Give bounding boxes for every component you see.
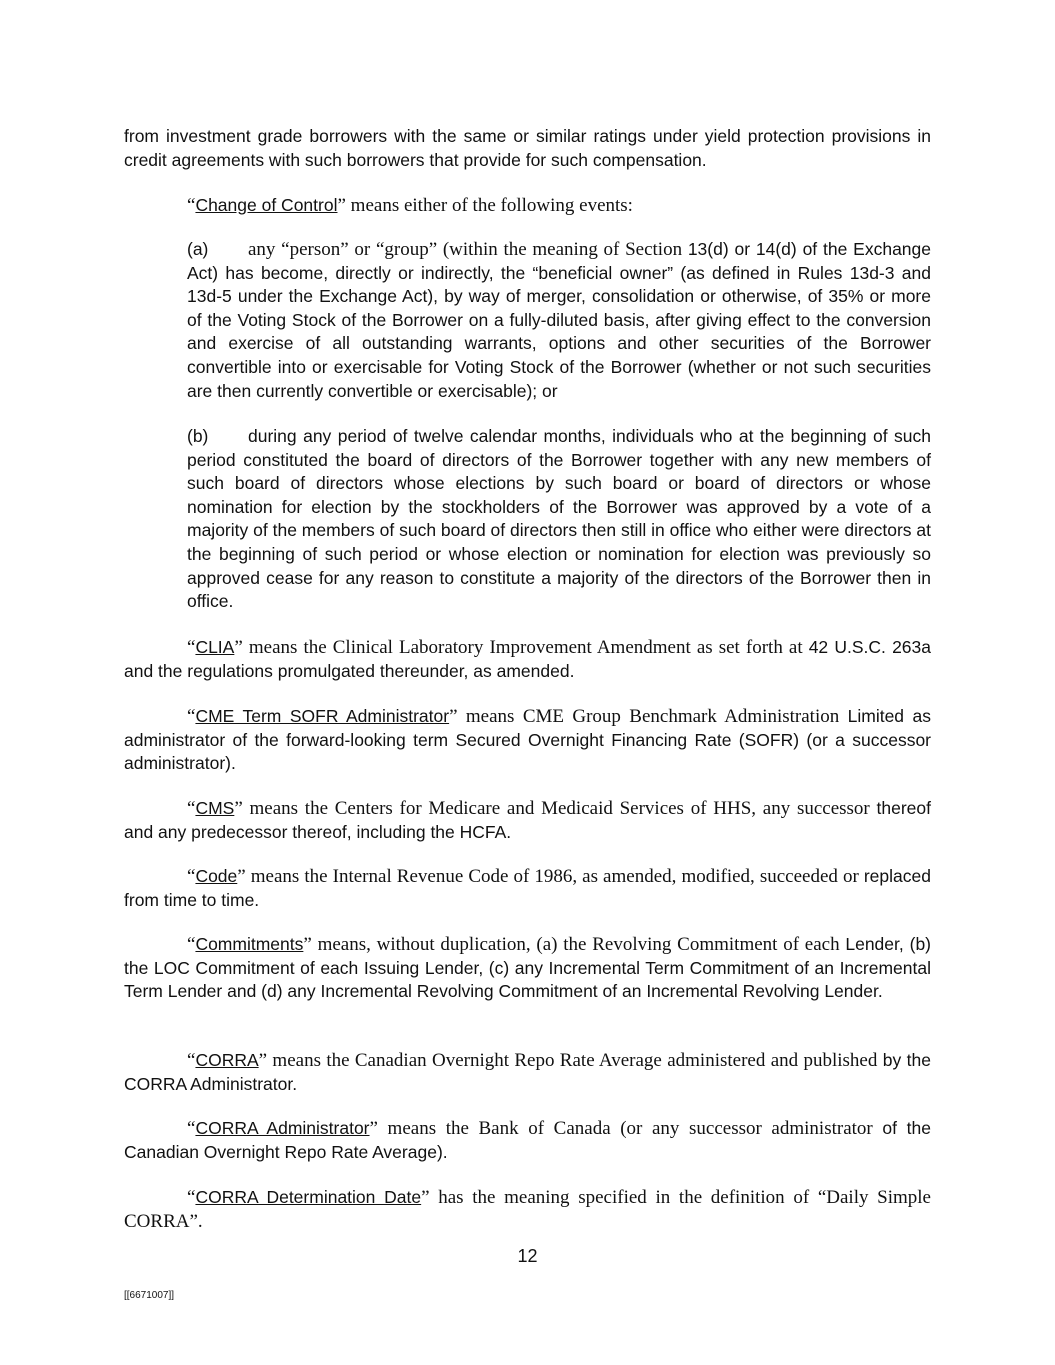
close-quote: ” [237,866,246,887]
defined-term: CORRA Administrator [195,1118,370,1138]
clause-label: (a) [187,239,209,259]
open-quote: “ [187,934,196,955]
definition-cme [124,705,931,776]
definition-text: means, without duplication, (a) the Revolving Commitment of each [311,934,846,955]
definition-text-cont: thereof and any predecessor thereof, including the HCFA. [124,798,931,842]
definition-text: has the meaning specified in the definition of “Daily Simple CORRA”. [124,1187,931,1232]
close-quote: ” [303,934,312,955]
defined-term: CME Term SOFR Administrator [195,706,450,726]
definition-corra [124,1049,931,1096]
clause-text: during any period of twelve calendar months, individuals who at the beginning of such period constituted the board of directors of the Borrower together with any new members of such board of directors whose elections by such board or board of directors or whose nomination for election by the stockholders of the Borrower was approved by a vote of a majority of the members of such board of directors then still in office who either were directors at the beginning of such period or whose election or nomination for election was previously so approved cease for any reason to constitute a majority of the directors of the Borrower then in office. [187,426,931,612]
clause-text: 13(d) or 14(d) of the Exchange Act) has become, directly or indirectly, the “beneficial owner” (as defined in Rules 13d-3 and 13d-5 under the Exchange Act), by way of merger, consolidation or otherwise, of 35% or more of the Voting Stock of the Borrower on a fully-diluted basis, after giving effect to the conversion and exercise of all outstanding warrants, options and other securities of the Borrower convertible into or exercisable for Voting Stock of the Borrower (whether or not such securities are then currently convertible or exercisable); or [187,239,932,401]
paragraph-continuation: from investment grade borrowers with the same or similar ratings under yield protection provisions in credit agreements with such borrowers that provide for such compensation. [124,126,931,170]
open-quote: “ [187,1050,196,1071]
close-quote: ” [234,798,243,819]
definition-text-cont: Lender, (b) the LOC Commitment of each Issuing Lender, (c) any Incremental Term Commitment of an Incremental Term Lender and (d) any Incremental Revolving Commitment of an Incremental Revolving Lender. [124,934,932,1002]
open-quote: “ [187,195,196,216]
clause-label: (b) [187,426,209,446]
open-quote: “ [187,706,196,727]
definition-corra-administrator [124,1117,931,1164]
definition-change-of-control [124,194,931,218]
definition-text: means the Clinical Laboratory Improvement Amendment as set forth at [242,637,809,658]
defined-term: CORRA [195,1050,259,1070]
defined-term: Change of Control [195,195,338,215]
open-quote: “ [187,1118,196,1139]
definition-clia [124,636,931,683]
defined-term: Code [195,866,238,886]
close-quote: ” [369,1118,378,1139]
open-quote: “ [187,866,196,887]
definition-text: means CME Group Benchmark Administration [457,706,848,727]
defined-term: CLIA [195,637,235,657]
definition-text-cont: Limited as administrator of the forward-looking term Secured Overnight Financing Rate (SOFR) (or a successor administrator). [124,706,932,774]
defined-term: Commitments [195,934,304,954]
open-quote: “ [187,1187,196,1208]
open-quote: “ [187,637,196,658]
defined-term: CORRA Determination Date [195,1187,422,1207]
definition-text: means the Canadian Overnight Repo Rate Average administered and published [267,1050,883,1071]
definition-text: means the Bank of Canada (or any successor administrator [377,1118,883,1139]
definition-text: means either of the following events: [345,195,633,216]
definition-cms [124,797,931,844]
definition-code [124,865,931,912]
document-id: [[6671007]] [124,1290,175,1301]
definition-corra-determination-date [124,1186,931,1233]
definition-text: means the Internal Revenue Code of 1986, as amended, modified, succeeded or [245,866,864,887]
definition-text-cont: by the CORRA Administrator. [124,1050,931,1094]
definition-commitments [124,933,931,1004]
open-quote: “ [187,798,196,819]
definition-text-cont: of the Canadian Overnight Repo Rate Average). [124,1118,931,1162]
clause-b [187,425,931,614]
definition-text: means the Centers for Medicare and Medicaid Services of HHS, any successor [242,798,877,819]
close-quote: ” [421,1187,430,1208]
definition-text-cont: 42 U.S.C. 263a and the regulations promulgated thereunder, as amended. [124,637,932,681]
clause-a [187,238,931,403]
page-number: 12 [517,1246,538,1266]
close-quote: ” [258,1050,268,1071]
close-quote: ” [449,706,458,727]
close-quote: ” [337,195,346,216]
defined-term: CMS [195,798,235,818]
clause-text-serif: any “person” or “group” (within the meaning of Section [248,239,688,260]
definition-text-cont: replaced from time to time. [124,866,931,910]
close-quote: ” [234,637,243,658]
